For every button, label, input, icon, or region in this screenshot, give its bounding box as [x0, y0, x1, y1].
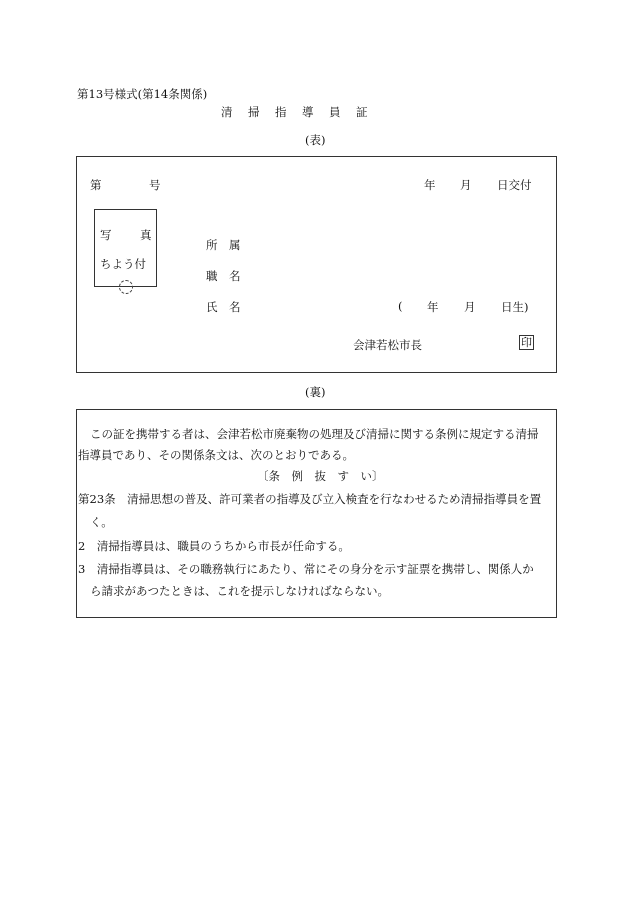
issue-month: 月 [460, 178, 472, 192]
issue-day: 日交付 [497, 178, 532, 192]
paragraph-2: 2 清掃指導員は、職員のうちから市長が任命する。 [78, 539, 350, 553]
photo-label-top-left: 写 [100, 228, 112, 242]
birth-year: 年 [427, 300, 439, 314]
stamp-circle-icon [119, 280, 133, 294]
front-panel [76, 156, 557, 373]
affiliation-label: 所 属 [206, 238, 241, 252]
job-title-label: 職 名 [206, 269, 241, 283]
document-title: 清 掃 指 導 員 証 [221, 105, 370, 119]
photo-area [94, 209, 157, 287]
excerpt-heading: 〔条 例 抜 す い〕 [257, 469, 384, 483]
intro-line-2: 指導員であり、その関係条文は、次のとおりである。 [78, 448, 354, 462]
birth-open: ( [398, 299, 403, 313]
seal-mark: 印 [521, 336, 532, 349]
birth-day: 日生) [501, 300, 529, 314]
issuer: 会津若松市長 [353, 338, 422, 352]
intro-line-1: この証を携帯する者は、会津若松市廃棄物の処理及び清掃に関する条例に規定する清掃 [90, 427, 539, 441]
birth-month: 月 [464, 300, 476, 314]
number-suffix: 号 [149, 178, 161, 192]
paragraph-3-line-2: ら請求があつたときは、これを提示しなければならない。 [90, 584, 389, 598]
name-label: 氏 名 [206, 300, 241, 314]
paragraph-3-line-1: 3 清掃指導員は、その職務執行にあたり、常にその身分を示す証票を携帯し、関係人か [78, 562, 534, 576]
issue-year: 年 [424, 178, 436, 192]
form-number: 第13号様式(第14条関係) [77, 87, 208, 101]
article-23-line-1: 第23条 清掃思想の普及、許可業者の指導及び立入検査を行なわせるため清掃指導員を置 [78, 492, 542, 506]
back-section-label: (裏) [305, 385, 326, 399]
photo-label-bottom: ちよう付 [100, 257, 146, 271]
number-prefix: 第 [90, 178, 102, 192]
photo-label-top-right: 真 [140, 228, 152, 242]
back-panel [76, 409, 557, 618]
article-23-line-2: く。 [90, 515, 113, 529]
front-section-label: (表) [305, 133, 326, 147]
